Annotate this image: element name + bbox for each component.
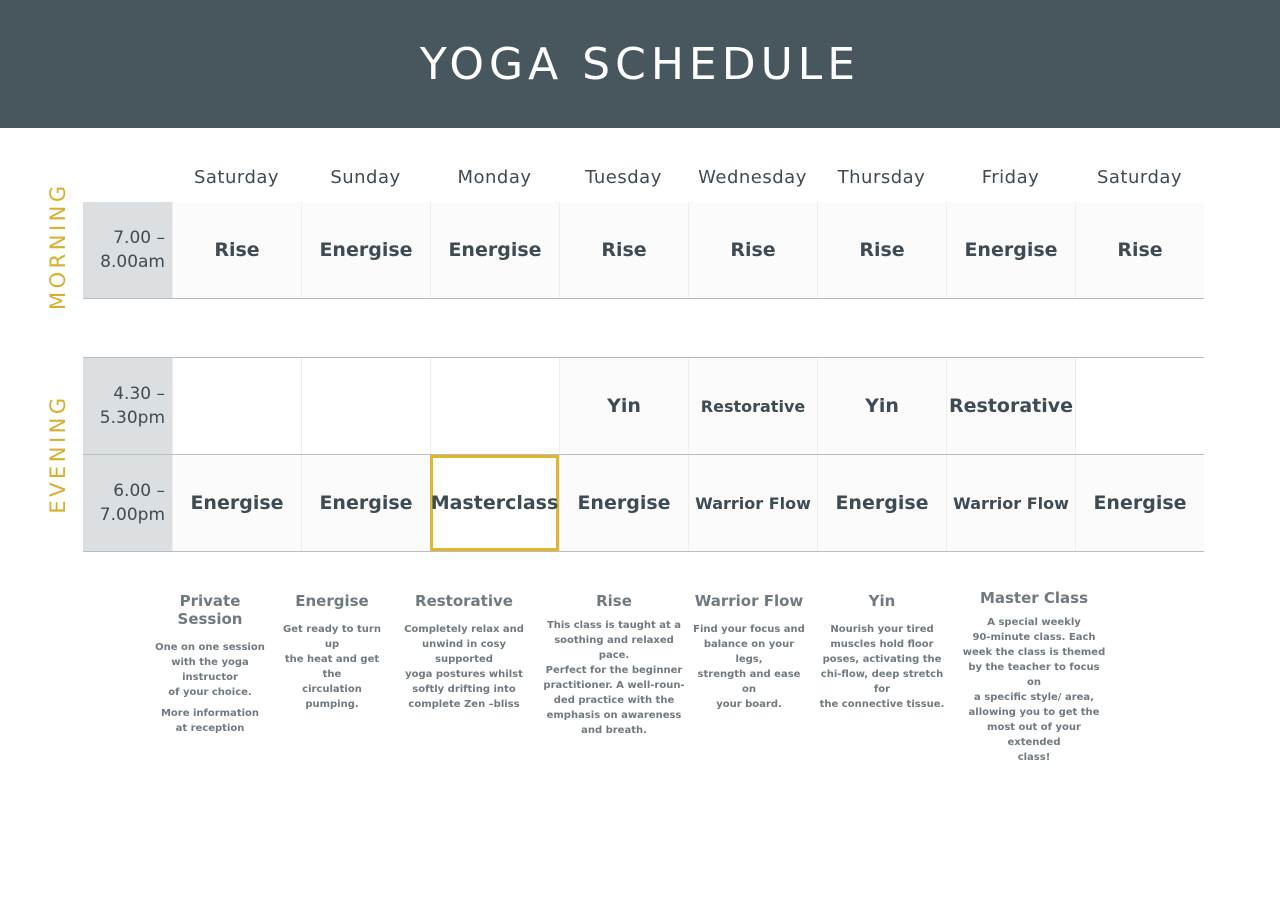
class-cell: Rise [1075, 202, 1204, 298]
class-cell: Energise [430, 202, 559, 298]
class-cell: Yin [817, 358, 946, 454]
day-wednesday: Wednesday [698, 167, 807, 188]
class-cell-masterclass: Masterclass [430, 455, 559, 551]
time-start: 7.00 – [113, 228, 165, 248]
description-yin [816, 592, 948, 712]
class-cell: Energise [559, 455, 688, 551]
page-title: YOGA SCHEDULE [419, 38, 861, 90]
description-warrior-flow [690, 592, 808, 712]
class-cell: Warrior Flow [946, 455, 1075, 551]
class-cell: Energise [817, 455, 946, 551]
evening-schedule [83, 357, 1204, 552]
description-text: One on one session with the yoga instructor of your choice. [155, 642, 265, 698]
header-banner [0, 0, 1280, 128]
day-saturday-2: Saturday [1096, 167, 1183, 188]
time-end: 7.00pm [99, 505, 165, 525]
time-slot [83, 455, 172, 551]
class-cell: Energise [172, 455, 301, 551]
day-thursday: Thursday [837, 167, 926, 188]
description-rise [542, 592, 686, 738]
description-title: Energise [295, 592, 369, 610]
description-text: A special weekly 90-minute class. Each week the class is themed by the teacher to focus on a specific style/ area, allowing you to get the most out of your extended class! [962, 617, 1106, 763]
description-text: Get ready to turn up the heat and get the circulation pumping. [283, 624, 381, 710]
day-header-row [172, 165, 1204, 204]
morning-schedule [83, 202, 1204, 299]
class-cell-empty [430, 358, 559, 454]
class-cell: Energise [301, 455, 430, 551]
day-monday: Monday [457, 167, 532, 188]
schedule-row [83, 358, 1204, 454]
description-text: This class is taught at a soothing and relaxed pace. Perfect for the beginner practitioner. A well-roun- ded practice with the emphasis on awareness and breath. [543, 620, 685, 736]
time-slot [83, 358, 172, 454]
description-private-session [145, 592, 275, 736]
description-title: Private Session [177, 592, 243, 628]
description-energise [276, 592, 388, 712]
description-text: Find your focus and balance on your legs, strength and ease on your board. [693, 624, 805, 710]
morning-label: MORNING [46, 182, 70, 310]
description-restorative [396, 592, 532, 712]
description-extra: More information at reception [160, 708, 260, 734]
class-cell-empty [1075, 358, 1204, 454]
class-cell: Rise [817, 202, 946, 298]
description-title: Yin [868, 592, 896, 610]
class-cell: Yin [559, 358, 688, 454]
class-cell-empty [301, 358, 430, 454]
class-cell-empty [172, 358, 301, 454]
description-master-class [962, 589, 1106, 765]
evening-label: EVENING [46, 394, 70, 514]
time-start: 6.00 – [113, 481, 165, 501]
day-friday: Friday [981, 167, 1040, 188]
class-cell: Rise [172, 202, 301, 298]
class-cell: Energise [301, 202, 430, 298]
description-title: Rise [596, 592, 632, 610]
class-cell: Restorative [946, 358, 1075, 454]
schedule-row [83, 454, 1204, 551]
description-title: Master Class [979, 589, 1089, 607]
day-sunday: Sunday [330, 167, 401, 188]
time-start: 4.30 – [113, 384, 165, 404]
schedule-row [83, 202, 1204, 298]
class-cell: Warrior Flow [688, 455, 817, 551]
class-cell: Rise [559, 202, 688, 298]
time-end: 5.30pm [99, 408, 165, 428]
time-slot [83, 202, 172, 298]
class-cell: Energise [946, 202, 1075, 298]
class-cell: Rise [688, 202, 817, 298]
time-end: 8.00am [100, 252, 165, 272]
description-title: Restorative [415, 592, 513, 610]
day-saturday: Saturday [193, 167, 280, 188]
class-cell: Energise [1075, 455, 1204, 551]
description-title: Warrior Flow [694, 592, 804, 610]
class-cell: Restorative [688, 358, 817, 454]
day-tuesday: Tuesday [585, 167, 662, 188]
description-text: Nourish your tired muscles hold floor poses, activating the chi-flow, deep stretch for the connective tissue. [819, 624, 945, 710]
description-text: Completely relax and unwind in cosy supported yoga postures whilst softly drifting into complete Zen –bliss [404, 624, 524, 710]
